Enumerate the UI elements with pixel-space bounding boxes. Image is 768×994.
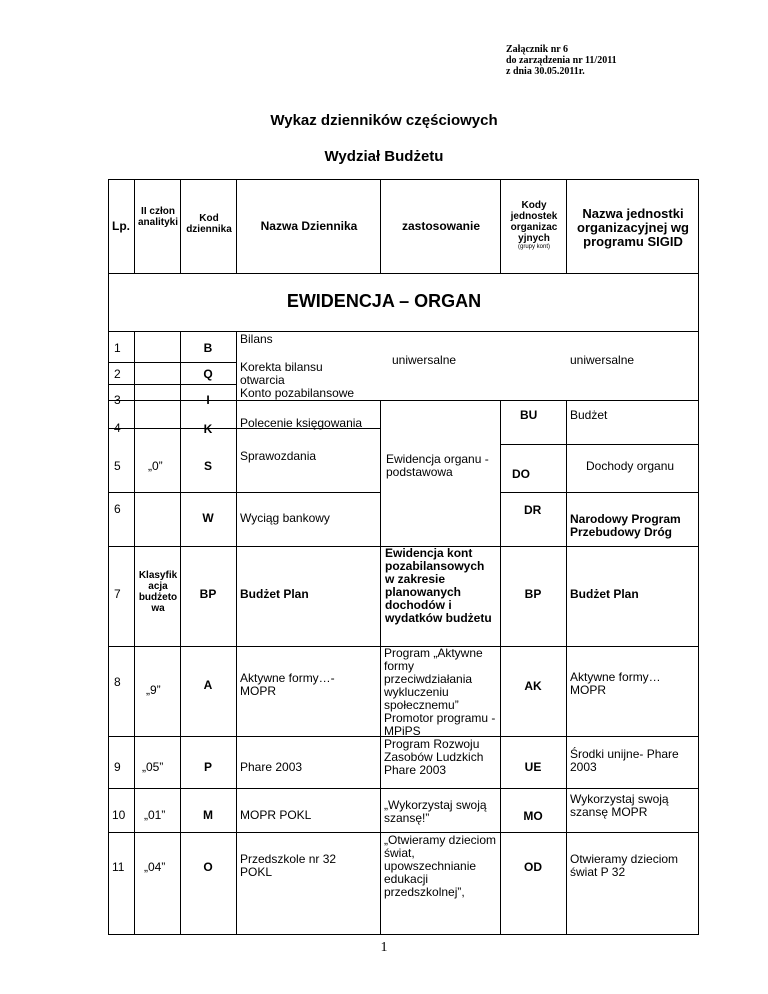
attachment-note xyxy=(506,44,617,77)
header-jednostka: Nazwa jednostki organizacyjnej wg programu SIGID xyxy=(577,206,689,249)
row-kod: K xyxy=(203,422,213,436)
attachment-line: do zarządzenia nr 11/2011 xyxy=(506,55,617,66)
row-lp: 1 xyxy=(114,341,121,355)
row-lp: 2 xyxy=(114,367,121,381)
row-lp: 9 xyxy=(114,760,121,774)
kod-dr: DR xyxy=(524,503,542,517)
row-nazwa: Sprawozdania xyxy=(240,449,317,463)
row-kody: OD xyxy=(524,860,542,874)
row-lp: 5 xyxy=(114,459,121,473)
row-jednostka: Środki unijne- Phare 2003 xyxy=(570,747,679,774)
row-lp: 4 xyxy=(114,421,121,435)
row-lp: 11 xyxy=(112,860,125,874)
row-nazwa: Korekta bilansu otwarcia xyxy=(240,360,323,387)
kod-do: DO xyxy=(512,467,530,481)
header-zastosowanie: zastosowanie xyxy=(401,219,481,233)
row-jednostka: Budżet Plan xyxy=(570,587,639,601)
row-kody: MO xyxy=(523,809,543,823)
row-czlon: „05” xyxy=(142,760,164,774)
row-nazwa: Przedszkole nr 32 POKL xyxy=(240,852,337,879)
row-kod: Q xyxy=(203,367,213,381)
row-nazwa: Konto pozabilansowe xyxy=(240,386,355,400)
row-czlon: Klasyfik acja budżeto wa xyxy=(138,570,178,614)
row-czlon: „0” xyxy=(148,459,163,473)
row-kod: BP xyxy=(199,587,217,601)
row-nazwa: Budżet Plan xyxy=(240,587,309,601)
row-lp: 10 xyxy=(112,808,126,822)
row-nazwa: Aktywne formy…-MOPR xyxy=(240,671,335,698)
row-jednostka: Otwieramy dzieciom świat P 32 xyxy=(570,852,679,879)
row-zastosowanie: Program „Aktywne formy przeciwdziałania wykluczeniu społecznemu” Promotor programu - MPiPS xyxy=(384,646,496,738)
row-kod: B xyxy=(203,341,213,355)
row-kody: UE xyxy=(524,760,542,774)
header-kod: Kod dziennika xyxy=(186,213,232,235)
zastosowanie-ewidencja-organu: Ewidencja organu - podstawowa xyxy=(386,452,489,479)
row-czlon: „9” xyxy=(146,683,161,697)
row-lp: 7 xyxy=(114,587,121,601)
jednostka-bu: Budżet xyxy=(570,408,608,422)
row-kod: O xyxy=(203,860,213,874)
row-jednostka: Wykorzystaj swoją szansę MOPR xyxy=(570,792,669,819)
row-nazwa: Wyciąg bankowy xyxy=(240,511,330,525)
row-zastosowanie: „Wykorzystaj swoją szansę!” xyxy=(384,798,487,825)
row-zastosowanie: Program Rozwoju Zasobów Ludzkich Phare 2003 xyxy=(384,737,484,777)
row-nazwa: Phare 2003 xyxy=(240,760,303,774)
row-kod: A xyxy=(203,678,213,692)
row-lp: 8 xyxy=(114,675,121,689)
document-title: Wykaz dzienników częściowych xyxy=(270,112,498,129)
jednostka-do: Dochody organu xyxy=(586,459,675,473)
header-lp: Lp. xyxy=(112,219,130,233)
row-zastosowanie: Ewidencja kont pozabilansowych w zakresie planowanych dochodów i wydatków budżetu xyxy=(385,546,492,625)
header-kody-sub: (grupy kont) xyxy=(517,244,550,250)
attachment-line: z dnia 30.05.2011r. xyxy=(506,66,585,77)
header-nazwa: Nazwa Dziennika xyxy=(260,219,358,233)
row-zastosowanie: „Otwieramy dzieciom świat, upowszechnianie edukacji przedszkolnej”, xyxy=(384,833,497,899)
row-kod: P xyxy=(203,760,212,774)
row-kod: S xyxy=(203,459,212,473)
row-kod: W xyxy=(202,511,214,525)
row-lp: 3 xyxy=(114,393,121,407)
row-nazwa: Polecenie księgowania xyxy=(240,416,363,430)
header-kody: Kody jednostek organizac yjnych xyxy=(510,200,558,244)
row-lp: 6 xyxy=(114,502,121,516)
jednostka-uniwersalne: uniwersalne xyxy=(570,353,635,367)
row-jednostka: Aktywne formy…MOPR xyxy=(570,670,661,697)
page-number: 1 xyxy=(380,940,388,955)
row-czlon: „04” xyxy=(144,860,166,874)
kod-bu: BU xyxy=(520,408,538,422)
row-kod: M xyxy=(203,808,213,822)
zastosowanie-uniwersalne: uniwersalne xyxy=(392,353,457,367)
attachment-line: Załącznik nr 6 xyxy=(506,44,569,55)
header-czlon: II człon analityki xyxy=(137,206,179,228)
row-nazwa: Bilans xyxy=(240,332,273,346)
row-czlon: „01” xyxy=(144,808,166,822)
jednostka-dr: Narodowy Program Przebudowy Dróg xyxy=(570,512,681,539)
section-title: EWIDENCJA – ORGAN xyxy=(286,291,482,311)
document-subtitle: Wydział Budżetu xyxy=(324,148,444,165)
row-kody: AK xyxy=(524,679,542,693)
row-kody: BP xyxy=(524,587,542,601)
row-kod: I xyxy=(206,393,210,407)
row-nazwa: MOPR POKL xyxy=(240,808,312,822)
